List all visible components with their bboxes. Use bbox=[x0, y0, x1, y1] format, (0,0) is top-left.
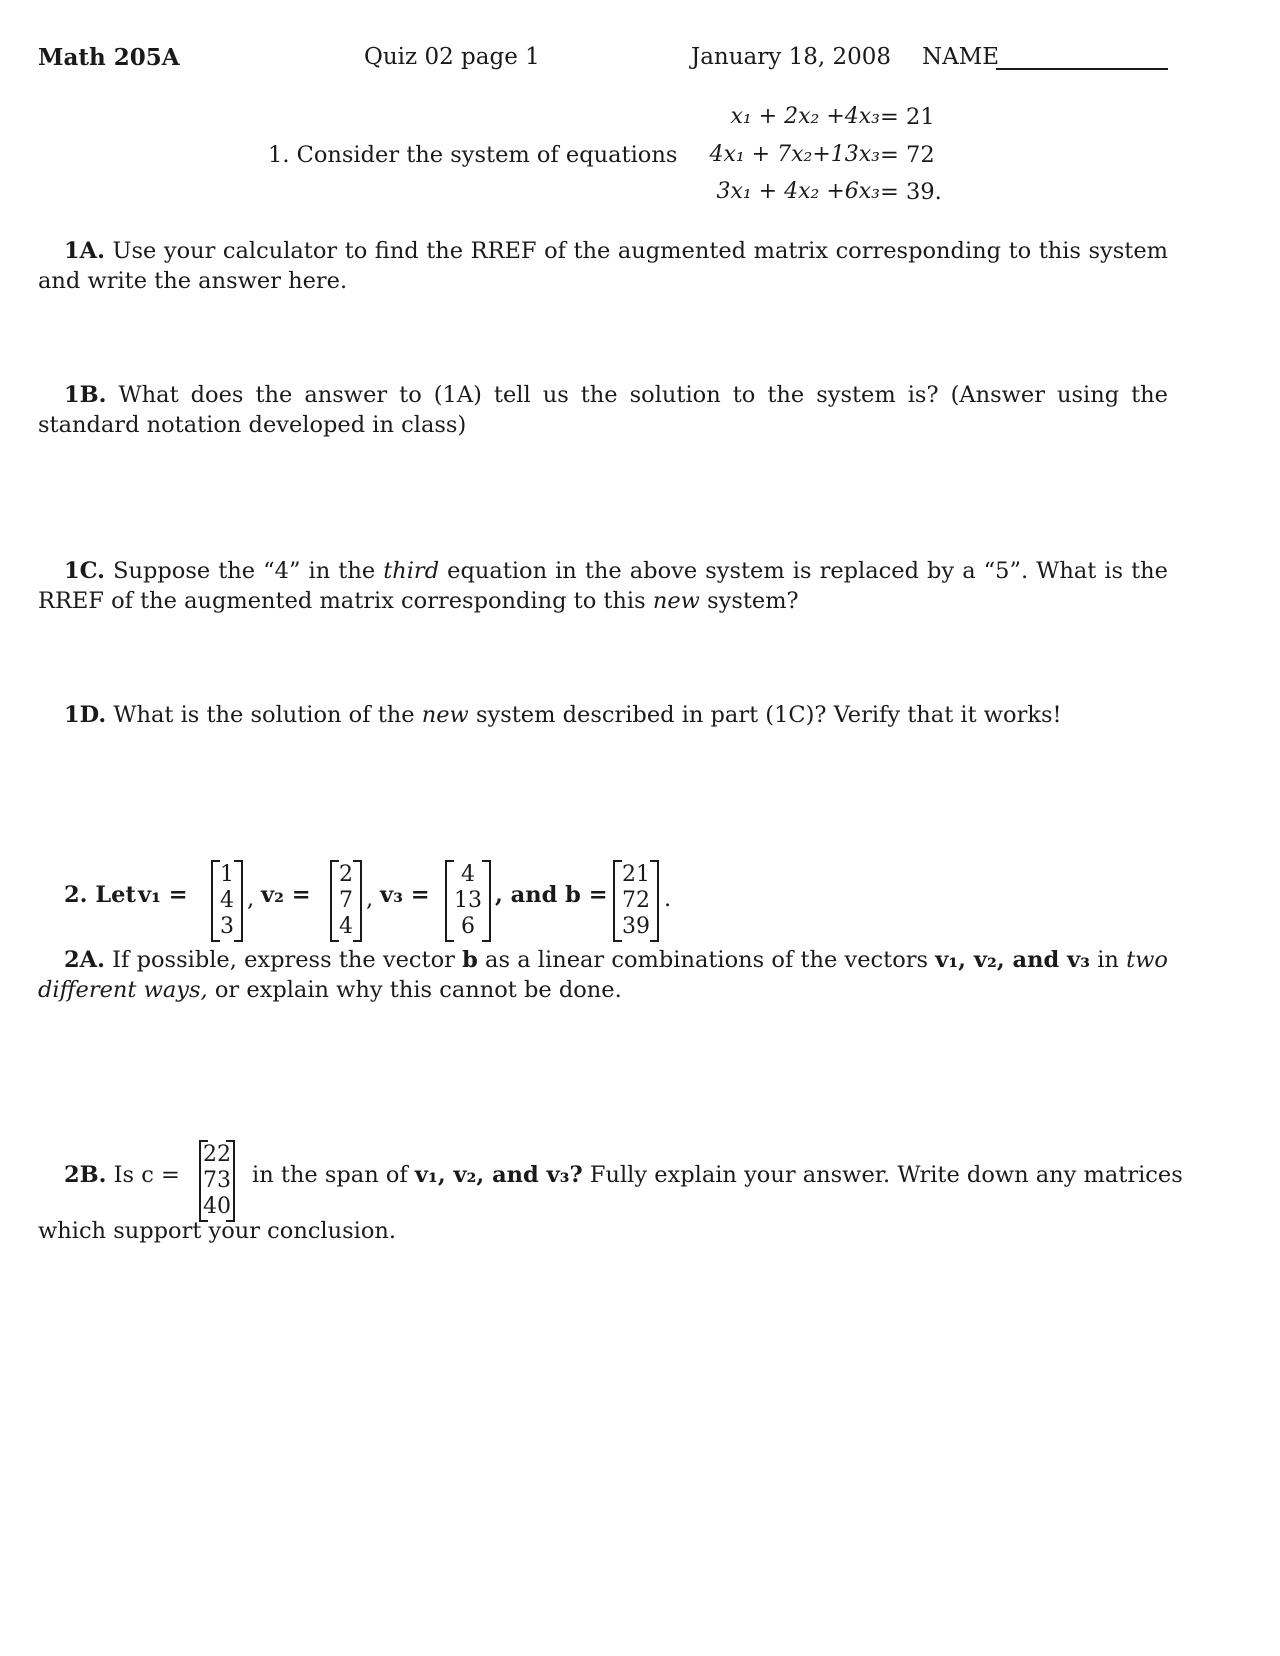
part-1C-emphasis-new: new bbox=[652, 588, 700, 614]
problem1-intro: 1. Consider the system of equations bbox=[268, 142, 678, 168]
part-2B-text-a: in the span of bbox=[252, 1162, 408, 1188]
course-title: Math 205A bbox=[38, 44, 180, 71]
vector-b bbox=[613, 860, 659, 942]
quiz-title: Quiz 02 page 1 bbox=[364, 44, 540, 70]
part-2A-text-c: or explain why this cannot be done. bbox=[214, 977, 622, 1003]
part-1C bbox=[38, 556, 1168, 616]
v2-entry: 2 bbox=[339, 862, 353, 887]
v2-entry: 7 bbox=[339, 888, 353, 913]
part-1B bbox=[38, 380, 1168, 440]
name-field-line[interactable] bbox=[996, 68, 1168, 70]
b-entry: 72 bbox=[622, 888, 650, 913]
vector-c bbox=[199, 1140, 235, 1222]
v2-entry: 4 bbox=[339, 914, 353, 939]
part-2A-vector-b: b bbox=[462, 947, 478, 973]
part-1B-label: 1B. bbox=[64, 382, 107, 408]
part-1B-text: What does the answer to (1A) tell us the solution to the system is? (Answer using the standard notation developed in class) bbox=[38, 382, 1168, 438]
part-2A bbox=[38, 945, 1168, 1005]
part-2A-label: 2A. bbox=[64, 947, 105, 973]
part-1D-label: 1D. bbox=[64, 702, 107, 728]
part-1C-text-a: Suppose the “4” in the bbox=[113, 558, 376, 584]
part-1A-text: Use your calculator to find the RREF of the augmented matrix corresponding to this system and write the answer here. bbox=[38, 238, 1169, 294]
equation-3-lhs: 3x₁ + 4x₂ +6x₃ bbox=[716, 179, 880, 204]
vector-v2 bbox=[330, 860, 362, 942]
part-1D bbox=[38, 700, 1168, 730]
part-2B-is: Is c = bbox=[113, 1162, 180, 1188]
period: . bbox=[664, 886, 672, 912]
equation-1-rhs: = 21 bbox=[880, 104, 935, 130]
part-2A-emphasis: two different ways, bbox=[38, 947, 1168, 1003]
equation-1-lhs: x₁ + 2x₂ +4x₃ bbox=[730, 104, 880, 129]
equation-1 bbox=[690, 102, 880, 132]
c-entry: 40 bbox=[203, 1194, 231, 1219]
part-2A-vectors: v₁, v₂, and v₃ bbox=[935, 947, 1091, 973]
v3-entry: 6 bbox=[461, 914, 475, 939]
b-entry: 39 bbox=[622, 914, 650, 939]
vector-v3 bbox=[445, 860, 491, 942]
b-entry: 21 bbox=[622, 862, 650, 887]
part-2B-intro bbox=[64, 1160, 180, 1190]
v3-label: v₃ = bbox=[380, 882, 430, 908]
part-1C-label: 1C. bbox=[64, 558, 106, 584]
vector-v1 bbox=[211, 860, 243, 942]
comma-1: , bbox=[247, 886, 255, 912]
comma-2: , bbox=[366, 886, 374, 912]
part-1D-text-a: What is the solution of the bbox=[113, 702, 415, 728]
equation-2 bbox=[690, 140, 880, 170]
part-2B-text-c: which support your conclusion. bbox=[38, 1218, 397, 1244]
part-1C-emphasis-third: third bbox=[383, 558, 440, 584]
v2-label: v₂ = bbox=[261, 882, 311, 908]
part-1D-text-b: system described in part (1C)? Verify that it works! bbox=[475, 702, 1062, 728]
quiz-date: January 18, 2008 bbox=[691, 44, 891, 70]
c-entry: 73 bbox=[203, 1168, 231, 1193]
part-2A-in: in bbox=[1097, 947, 1119, 973]
equation-2-lhs: 4x₁ + 7x₂+13x₃ bbox=[709, 142, 880, 167]
part-1A bbox=[38, 236, 1168, 296]
and-b-label: , and b = bbox=[495, 882, 608, 908]
v3-entry: 4 bbox=[461, 862, 475, 887]
part-1C-text-c: system? bbox=[707, 588, 799, 614]
part-2B-label: 2B. bbox=[64, 1162, 107, 1188]
equation-3-rhs: = 39. bbox=[880, 179, 942, 205]
part-2A-text-a: If possible, express the vector bbox=[112, 947, 455, 973]
v1-entry: 3 bbox=[220, 914, 234, 939]
name-label: NAME bbox=[922, 44, 1000, 70]
part-2B-vectors: v₁, v₂, and v₃? bbox=[414, 1162, 583, 1188]
part-1C-text-b: equation in the above system is replaced by a “5”. What is the RREF of the augmented matrix corresponding to this bbox=[38, 558, 1168, 614]
problem2-let: 2. Let bbox=[64, 882, 136, 908]
v1-entry: 4 bbox=[220, 888, 234, 913]
v3-entry: 13 bbox=[454, 888, 482, 913]
part-1A-label: 1A. bbox=[64, 238, 105, 264]
c-entry: 22 bbox=[203, 1142, 231, 1167]
equation-3 bbox=[690, 177, 880, 207]
part-2B-question bbox=[252, 1160, 1183, 1190]
v1-entry: 1 bbox=[220, 862, 234, 887]
part-1D-emphasis-new: new bbox=[421, 702, 469, 728]
v1-label: v₁ = bbox=[138, 882, 188, 908]
part-2B-text-b: Fully explain your answer. Write down any matrices bbox=[589, 1162, 1183, 1188]
equation-2-rhs: = 72 bbox=[880, 142, 935, 168]
part-2A-text-b: as a linear combinations of the vectors bbox=[485, 947, 929, 973]
